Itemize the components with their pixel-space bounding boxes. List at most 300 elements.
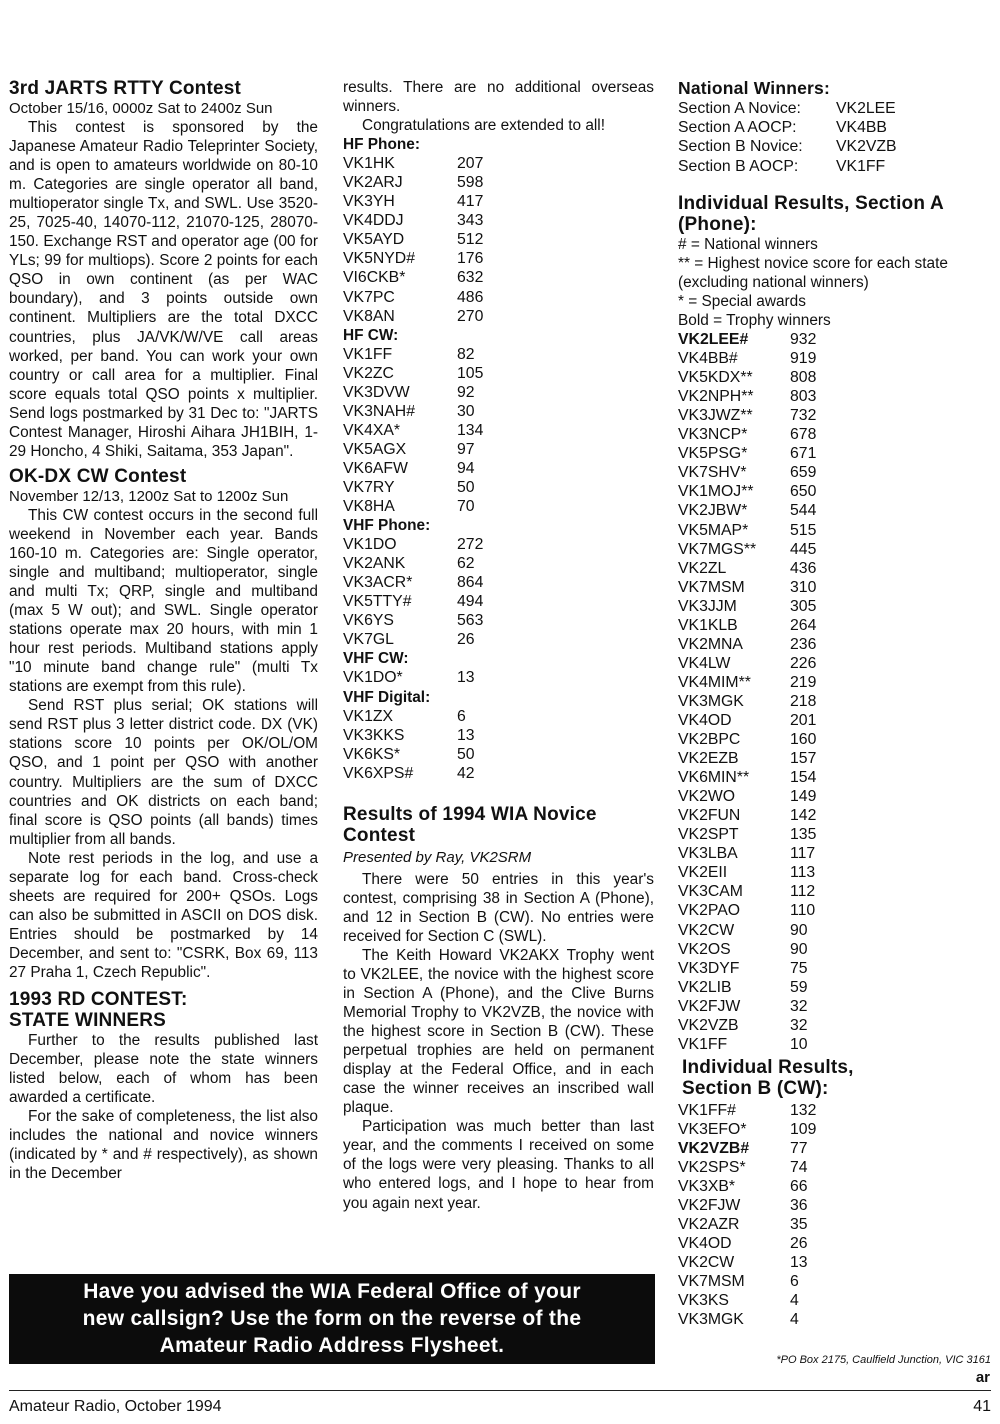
result-row [343,668,654,687]
result-row [678,654,990,673]
result-row [678,1035,990,1054]
footer-publication: Amateur Radio, October 1994 [9,1398,222,1415]
callsign-notice-banner [9,1274,655,1364]
national-winner-row [678,157,990,176]
band-heading: HF Phone: [343,136,420,154]
result-row [678,940,990,959]
result-row [678,863,990,882]
callsign: VK2OS [678,940,731,958]
result-row [343,383,654,402]
result-row [678,749,990,768]
score: 97 [457,440,475,458]
callsign: VK4BB [836,119,887,137]
band-heading: VHF Digital: [343,688,431,706]
callsign: VK3KKS [343,726,405,744]
callsign: VK3DVW [343,383,410,401]
legend-line: * = Special awards [678,292,806,310]
score: 417 [457,193,484,211]
callsign: VK2LIB [678,978,732,996]
result-row [678,1016,990,1035]
rd-title-2: STATE WINNERS [9,1010,167,1032]
score: 176 [457,250,484,268]
score: 82 [457,345,475,363]
novice-byline: Presented by Ray, VK2SRM [343,848,532,866]
okdx-dates: November 12/13, 1200z Sat to 1200z Sun [9,487,289,505]
callsign: VK3JJM [678,597,737,615]
result-row [343,402,654,421]
callsign: VK3EFO* [678,1120,747,1138]
callsign: VK4MIM** [678,673,751,691]
callsign: VK1FF [678,1035,728,1053]
callsign: VK3CAM [678,883,743,901]
okdx-body-2: Send RST plus serial; OK stations will send RST plus 3 letter district code. DX (VK) stations score 10 points per OK/OL/OM QSO, and 1 point per QSO with another country. Multipliers are the sum of DXCC countries and OK districts on each band; final score is QSO points (all bands) times multiplier from all bands. [9,697,318,848]
result-row [678,1215,990,1234]
callsign: VK2FJW [678,997,741,1015]
score: 134 [457,421,484,439]
score: 226 [790,654,817,672]
callsign: VK2AZR [678,1216,740,1234]
callsign: VK2NPH** [678,388,754,406]
result-row [678,673,990,692]
score: 59 [790,978,808,996]
result-row [678,349,990,368]
result-row [678,482,990,501]
legend-line: Bold = Trophy winners [678,312,831,329]
score: 109 [790,1120,817,1138]
callsign: VK7MSM [678,1273,745,1291]
banner-line-3: Amateur Radio Address Flysheet. [159,1334,505,1357]
novice-title-2: Contest [343,824,416,846]
score: 6 [457,707,466,725]
callsign: VK1MOJ** [678,483,754,501]
score: 112 [790,883,816,901]
callsign: VK3DYF [678,959,740,977]
section-label: Section A Novice: [678,100,801,117]
result-row [678,330,990,349]
result-row [343,764,654,783]
callsign: VK5KDX** [678,369,753,387]
score: 4 [790,1311,799,1329]
result-row [678,1196,990,1215]
novice-body-1: There were 50 entries in this year's contest, comprising 38 in Section A (Phone), and 12 in Section B (CW). No entries were received for Section C (SWL). [343,870,654,945]
score: 803 [790,388,817,406]
legend-line: # = National winners [678,235,818,253]
result-row [343,307,654,326]
callsign: VK4OD [678,711,732,729]
callsign: VK2VZB [836,138,897,156]
callsign: VK5NYD# [343,250,415,268]
result-row [678,425,990,444]
score: 13 [457,726,475,744]
score: 264 [790,616,817,634]
callsign: VK2JBW* [678,502,748,520]
result-row [678,1253,990,1272]
score: 32 [790,997,808,1015]
band-heading: VHF Phone: [343,517,431,535]
column-1 [9,78,318,1183]
score: 563 [457,612,484,630]
result-row [343,573,654,592]
result-row [343,421,654,440]
score: 149 [790,788,817,806]
score: 919 [790,350,817,368]
score: 808 [790,369,817,387]
callsign: VK7MSM [678,578,745,596]
score: 13 [457,669,475,687]
callsign: VK1FF [836,157,886,175]
novice-body-3: Participation was much better than last year, and the comments I received on some of the logs were very pleasing. Thanks to all who entered logs, and I hope to hear from you again next year. [343,1118,654,1212]
score: 270 [457,307,484,325]
score: 236 [790,635,817,653]
score: 218 [790,692,817,710]
callsign: VK2CW [678,1254,735,1272]
score: 70 [457,498,475,516]
result-row [678,540,990,559]
section-b-title-2: Section B (CW): [682,1077,829,1099]
result-row [343,592,654,611]
callsign: VK1HK [343,155,395,173]
section-a-legend [678,235,990,330]
callsign: VK6KS* [343,745,401,763]
result-row [678,387,990,406]
result-row [343,173,654,192]
score: 50 [457,478,475,496]
callsign: VK8AN [343,307,395,325]
result-row [678,578,990,597]
section-b-title-1: Individual Results, [682,1056,854,1078]
score: 157 [790,750,817,768]
callsign: VK1FF# [678,1101,736,1119]
result-row [678,901,990,920]
score: 75 [790,959,808,977]
result-row [343,440,654,459]
score: 659 [790,464,817,482]
score: 50 [457,745,475,763]
score: 32 [790,1016,808,1034]
result-row [343,154,654,173]
callsign: VK3YH [343,193,395,211]
callsign: VK2FJW [678,1197,741,1215]
score: 30 [457,402,475,420]
result-row [678,730,990,749]
page-number: 41 [973,1398,991,1415]
national-title: National Winners: [678,78,831,98]
score: 671 [790,445,817,463]
result-row [343,268,654,287]
result-row [678,787,990,806]
jarts-body: This contest is sponsored by the Japanese Amateur Radio Teleprinter Society, and is open to amateurs worldwide on 80-10 m. Categories are single operator all band, multioperator single Tx, and SWL. Use 3520-25, 7025-40, 14070-112, 21070-125, 28070-150. Exchange RST and operator age (00 for YLs; 99 for multiops). Score 2 points for each QSO in own continent (as per WAC boundary), and 3 points outside own continent. Multipliers are the total DXCC countries, plus JA/VK/W/VE call areas worked, per band. You can work your own country or call area for a multiplier. Final score equals total QSO points x multiplier. Send logs postmarked by 31 Dec to: "JARTS Contest Manager, Hiroshi Aihara JH1BIH, 1-29 Honcho, 4 Shiki, Saitama, 353 Japan". [9,119,318,460]
score: 13 [790,1254,808,1272]
result-row [343,288,654,307]
result-row [678,616,990,635]
result-row [678,825,990,844]
national-winner-row [678,118,990,137]
rd-title-1: 1993 RD CONTEST: [9,989,188,1011]
result-row [343,345,654,364]
callsign: VI6CKB* [343,269,406,287]
score: 678 [790,426,817,444]
callsign: VK5PSG* [678,445,748,463]
callsign: VK5AGX [343,440,407,458]
callsign: VK2LEE [836,100,896,117]
footer-rule [9,1390,991,1391]
callsign: VK2EII [678,864,728,882]
result-row [678,463,990,482]
score: 142 [790,807,817,825]
result-row [343,497,654,516]
result-row [343,745,654,764]
score: 207 [457,155,484,173]
end-mark: ar [975,1369,990,1386]
callsign: VK4BB# [678,350,738,368]
callsign: VK6MIN** [678,769,750,787]
score: 110 [790,902,816,920]
score: 77 [790,1139,808,1157]
result-row [343,611,654,630]
callsign: VK3KS [678,1292,729,1310]
callsign: VK3MGK [678,1311,744,1329]
callsign: VK2VZB# [678,1139,750,1157]
result-row [343,249,654,268]
score: 515 [790,521,817,539]
score: 66 [790,1178,808,1196]
result-row [678,444,990,463]
column-2 [343,78,654,1213]
callsign: VK5TTY# [343,593,412,611]
callsign: VK5AYD [343,231,405,249]
score: 201 [790,711,817,729]
score: 135 [790,826,817,844]
okdx-title: OK-DX CW Contest [9,465,187,487]
result-row [343,554,654,573]
score: 42 [457,764,475,782]
score: 36 [790,1197,808,1215]
callsign: VK2PAO [678,902,741,920]
section-label: Section B Novice: [678,138,803,156]
section-label: Section B AOCP: [678,157,799,175]
result-row [678,501,990,520]
score: 92 [457,383,475,401]
score: 650 [790,483,817,501]
banner-line-2: new callsign? Use the form on the reverse of the [82,1307,582,1330]
callsign: VK4LW [678,654,731,672]
rd-body-2: For the sake of completeness, the list also includes the national and novice winners (indicated by * and # respectively), as shown in the December [9,1108,318,1183]
callsign: VK2WO [678,788,736,806]
result-row [678,1158,990,1177]
score: 310 [790,578,817,596]
score: 732 [790,407,817,425]
jarts-title: 3rd JARTS RTTY Contest [9,78,242,99]
result-row [678,711,990,730]
score: 436 [790,559,817,577]
score: 26 [790,1235,808,1253]
okdx-body-3: Note rest periods in the log, and use a separate log for each band. Cross-check sheets are required for 200+ QSOs. Logs can also be submitted in ASCII on DOS disk. Entries should be postmarked by 14 December, and sent to: "CSRK, Box 69, 113 27 Praha 1, Czech Republic". [9,849,318,981]
result-row [678,978,990,997]
result-row [343,211,654,230]
section-a-title-1: Individual Results, Section A [678,192,944,214]
score: 74 [790,1158,808,1176]
result-row [343,364,654,383]
callsign: VK3XB* [678,1178,736,1196]
result-row [678,882,990,901]
novice-title-1: Results of 1994 WIA Novice [343,803,597,825]
callsign: VK2SPT [678,826,739,844]
novice-body-2: The Keith Howard VK2AKX Trophy went to VK2LEE, the novice with the highest score in Section A (Phone), and the Clive Burns Memorial Trophy to VK2VZB, the novice with the highest score in Section B (CW). These perpetual trophies are held on permanent display at the Federal Office, and in each case the winner receives an inscribed wall plaque. [343,946,654,1117]
score: 113 [790,864,816,882]
result-row [343,230,654,249]
result-row [678,521,990,540]
section-a-title-2: (Phone): [678,213,757,235]
score: 10 [790,1035,808,1053]
result-row [678,597,990,616]
banner-line-1: Have you advised the WIA Federal Office of your [83,1280,581,1303]
score: 598 [457,174,484,192]
score: 445 [790,540,817,558]
result-row [678,406,990,425]
result-row [343,630,654,649]
callsign: VK2CW [678,921,735,939]
score: 94 [457,459,475,477]
callsign: VK1ZX [343,707,394,725]
callsign: VK3JWZ** [678,407,753,425]
callsign: VK1DO [343,536,397,554]
score: 932 [790,331,817,349]
callsign: VK2SPS* [678,1158,746,1176]
score: 305 [790,597,817,615]
result-row [678,1101,990,1120]
callsign: VK6AFW [343,459,408,477]
callsign: VK2VZB [678,1016,739,1034]
score: 4 [790,1292,799,1310]
score: 343 [457,212,484,230]
callsign: VK2EZB [678,750,739,768]
band-heading: VHF CW: [343,650,409,668]
callsign: VK2ARJ [343,174,403,192]
callsign: VK2ZC [343,364,394,382]
callsign: VK3ACR* [343,574,413,592]
result-row [343,535,654,554]
result-row [678,1310,990,1329]
national-winner-row [678,137,990,156]
okdx-body-1: This CW contest occurs in the second full weekend in November each year. Bands 160-10 m. Categories are: Single operator, single and multiband; multioperator, single and multi Tx; QRP, single and multiband (max 5 W out); and SWL. Single operator stations operate max 20 hours, with min 1 hour rest periods. Multiband stations apply "10 minute band change rule" (multi Tx stations are exempt from this rule). [9,506,318,696]
result-row [343,707,654,726]
legend-line: ** = Highest novice score for each state [678,254,948,272]
callsign: VK2FUN [678,807,741,825]
result-row [678,635,990,654]
result-row [343,192,654,211]
callsign: VK7RY [343,478,395,496]
callsign: VK6XPS# [343,764,414,782]
score: 864 [457,574,484,592]
po-box-footnote: *PO Box 2175, Caulfield Junction, VIC 3161 [776,1354,991,1366]
callsign: VK6YS [343,612,394,630]
national-winner-row [678,99,990,118]
score: 272 [457,536,484,554]
callsign: VK7GL [343,631,394,649]
result-row [678,997,990,1016]
callsign: VK2ZL [678,559,727,577]
result-row [678,1177,990,1196]
callsign: VK7SHV* [678,464,747,482]
callsign: VK1KLB [678,616,738,634]
score: 35 [790,1216,808,1234]
result-row [678,768,990,787]
score: 6 [790,1273,799,1291]
rd-body-1: Further to the results published last December, please note the state winners listed below, each of whom has been awarded a certificate. [9,1032,318,1107]
section-b-results [678,1101,990,1330]
callsign: VK2MNA [678,635,743,653]
score: 117 [790,845,816,863]
score: 160 [790,731,817,749]
score: 62 [457,555,475,573]
callsign: VK3NCP* [678,426,748,444]
national-winners-list [678,99,990,176]
callsign: VK7PC [343,288,395,306]
score: 132 [790,1101,817,1119]
rd-state-winners-list [343,135,654,783]
callsign: VK4DDJ [343,212,404,230]
callsign: VK4XA* [343,421,401,439]
section-label: Section A AOCP: [678,119,797,137]
callsign: VK1DO* [343,669,403,687]
callsign: VK1FF [343,345,393,363]
score: 544 [790,502,817,520]
callsign: VK8HA [343,498,395,516]
result-row [678,1139,990,1158]
callsign: VK5MAP* [678,521,749,539]
callsign: VK3LBA [678,845,738,863]
rd-body-4: Congratulations are extended to all! [362,117,605,135]
callsign: VK4OD [678,1235,732,1253]
score: 494 [457,593,484,611]
score: 512 [457,231,484,249]
band-heading: HF CW: [343,326,399,344]
score: 632 [457,269,484,287]
section-a-results [678,330,990,1054]
callsign: VK3MGK [678,692,744,710]
score: 486 [457,288,484,306]
result-row [678,1291,990,1310]
result-row [678,1234,990,1253]
legend-line: (excluding national winners) [678,273,869,291]
score: 154 [790,769,817,787]
result-row [678,692,990,711]
score: 90 [790,921,808,939]
callsign: VK2BPC [678,731,741,749]
callsign: VK7MGS** [678,540,757,558]
result-row [678,1120,990,1139]
rd-body-3: results. There are no additional overseas winners. [343,79,654,116]
score: 105 [457,364,484,382]
result-row [678,806,990,825]
result-row [343,459,654,478]
result-row [678,368,990,387]
score: 90 [790,940,808,958]
result-row [678,559,990,578]
result-row [678,844,990,863]
score: 219 [790,673,817,691]
jarts-dates: October 15/16, 0000z Sat to 2400z Sun [9,100,273,117]
column-3 [678,78,990,1329]
score: 26 [457,631,475,649]
result-row [678,959,990,978]
result-row [678,1272,990,1291]
result-row [343,726,654,745]
callsign: VK2LEE# [678,331,749,349]
result-row [343,478,654,497]
callsign: VK2ANK [343,555,406,573]
result-row [678,921,990,940]
